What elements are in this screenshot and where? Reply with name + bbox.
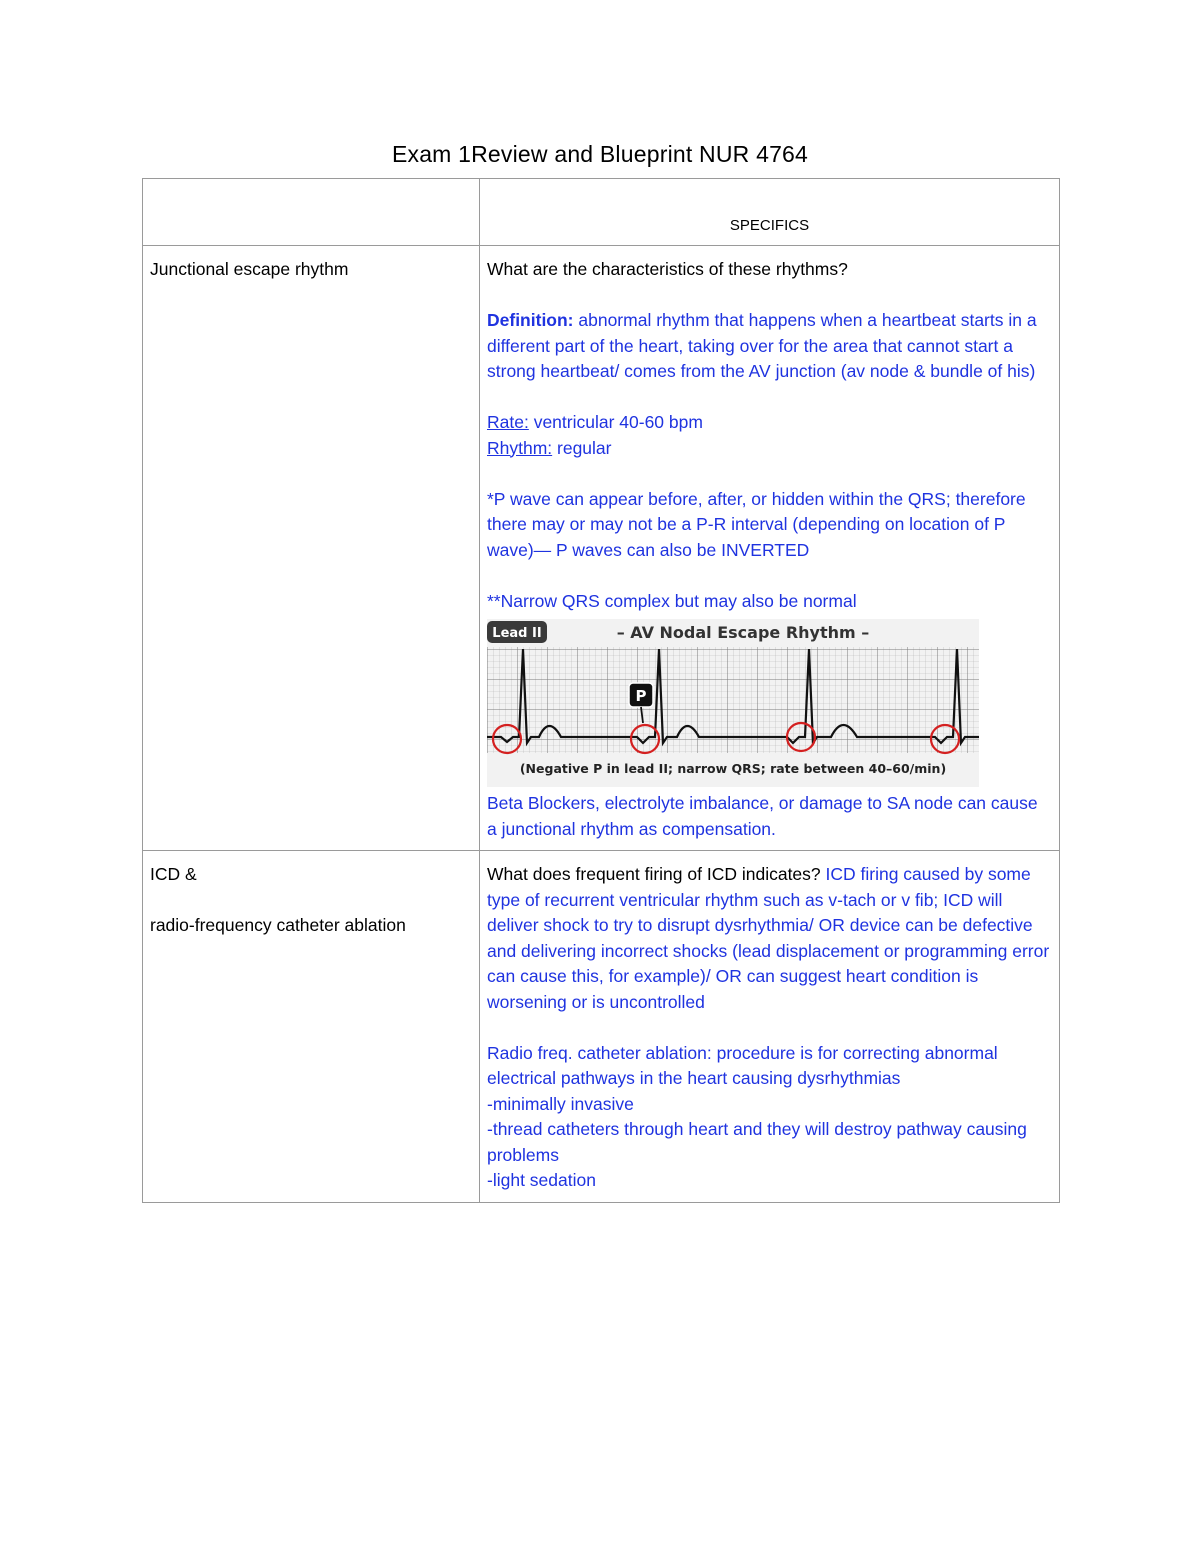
lead-label: Lead II bbox=[492, 626, 542, 641]
icd-paragraph bbox=[487, 862, 1051, 1015]
table-header-row bbox=[143, 179, 1060, 246]
definition-text: abnormal rhythm that happens when a heartbeat starts in a different part of the heart, taking over for the area that cannot start a strong heartbeat/ comes from the AV junction (av node & bundle of his) bbox=[487, 310, 1037, 381]
question-icd-firing: What does frequent firing of ICD indicates? bbox=[487, 864, 821, 884]
ecg-strip-image bbox=[487, 619, 979, 787]
specifics-cell bbox=[480, 851, 1060, 1203]
list-item: -light sedation bbox=[487, 1170, 596, 1190]
list-item: -minimally invasive bbox=[487, 1093, 634, 1114]
rate-text: ventricular 40-60 bpm bbox=[528, 412, 703, 432]
rhythm-label: Rhythm: bbox=[487, 437, 553, 458]
header-topic-cell bbox=[143, 179, 480, 246]
icd-answer: ICD firing caused by some type of recurrent ventricular rhythm such as v-tach or v fib; ICD will deliver shock to try to disrupt dysrhythmia/ OR device can be defective and delivering incorrect shocks (lead displacement or programming error can cause this, for example)/ OR can suggest heart condition is worsening or is uncontrolled bbox=[487, 864, 1050, 1012]
definition-label: Definition: bbox=[487, 310, 574, 330]
rate-label: Rate: bbox=[487, 412, 529, 432]
p-marker-label: P bbox=[635, 687, 647, 705]
ablation-text: Radio freq. catheter ablation: procedure is for correcting abnormal electrical pathways in the heart causing dysrhythmias bbox=[487, 1042, 998, 1088]
rhythm-line bbox=[487, 436, 1051, 462]
topic-icd bbox=[143, 851, 479, 939]
question-characteristics: What are the characteristics of these rhythms? bbox=[487, 259, 848, 279]
topic-icd-line2: radio-frequency catheter ablation bbox=[150, 915, 406, 935]
table-row-junctional bbox=[143, 246, 1060, 851]
topic-junctional-escape: Junctional escape rhythm bbox=[150, 259, 349, 279]
header-specifics-cell bbox=[480, 179, 1060, 246]
p-wave-note: *P wave can appear before, after, or hidden within the QRS; therefore there may or may not be a P-R interval (depending on location of P wave)— P waves can also be INVERTED bbox=[487, 488, 1026, 560]
topic-icd-line1: ICD & bbox=[150, 864, 197, 884]
rate-line bbox=[487, 410, 1051, 436]
specifics-junctional bbox=[480, 246, 1059, 850]
topic-cell bbox=[143, 246, 480, 851]
page-title: Exam 1Review and Blueprint NUR 4764 bbox=[391, 141, 809, 167]
table-row-icd bbox=[143, 851, 1060, 1203]
header-specifics-label: SPECIFICS bbox=[729, 217, 810, 234]
specifics-cell bbox=[480, 246, 1060, 851]
list-item: -thread catheters through heart and they will destroy pathway causing problems bbox=[487, 1119, 1027, 1165]
ecg-caption: (Negative P in lead II; narrow QRS; rate between 40–60/min) bbox=[519, 761, 947, 776]
review-table bbox=[142, 178, 1060, 1203]
cause-note: Beta Blockers, electrolyte imbalance, or damage to SA node can cause a junctional rhythm as compensation. bbox=[487, 793, 1038, 839]
rhythm-text: regular bbox=[552, 437, 612, 458]
definition-paragraph bbox=[487, 308, 1051, 385]
qrs-note: **Narrow QRS complex but may also be normal bbox=[487, 590, 857, 611]
ecg-title: – AV Nodal Escape Rhythm – bbox=[616, 623, 870, 642]
specifics-icd bbox=[480, 851, 1059, 1202]
topic-cell bbox=[143, 851, 480, 1203]
